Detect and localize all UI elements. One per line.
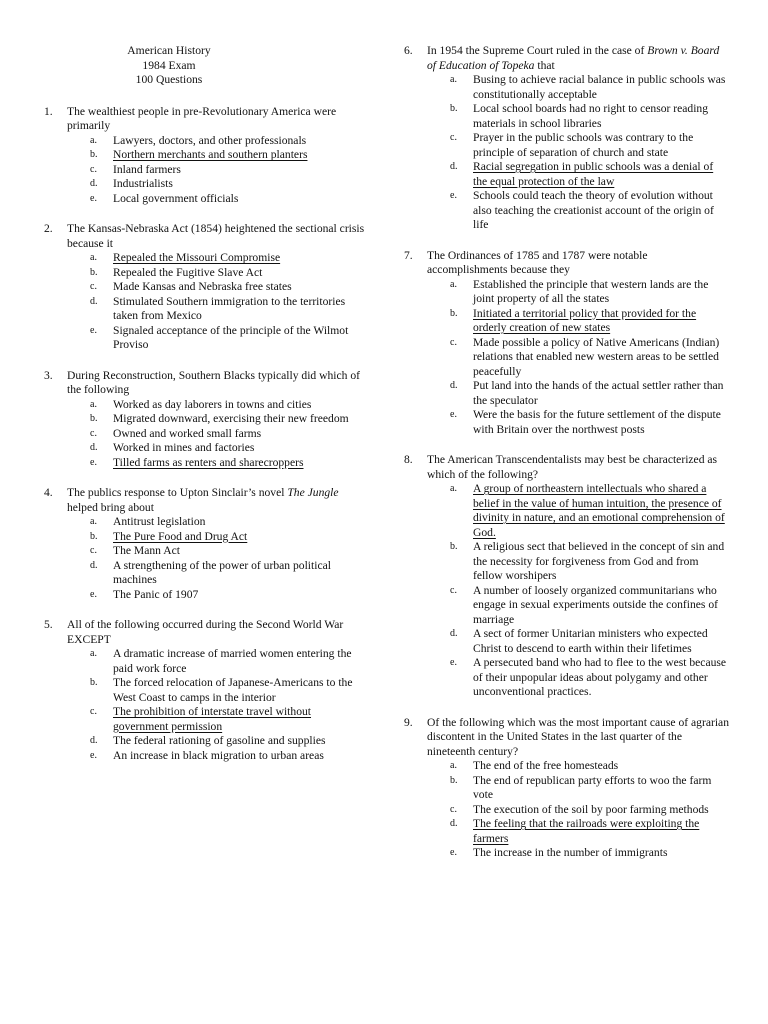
question-number: 3. <box>44 368 53 382</box>
choice-letter: b. <box>450 307 458 319</box>
question-number: 4. <box>44 486 53 499</box>
choice-letter: a. <box>450 483 457 494</box>
choice-text: The execution of the soil by poor farming methods <box>473 802 709 816</box>
choice-letter: c. <box>90 163 97 175</box>
answer-choice <box>90 647 368 676</box>
choice-text: Inland farmers <box>113 162 181 176</box>
choice-text: Established the principle that western lands are the joint property of all the states <box>473 277 709 305</box>
choice-text: A sect of former Unitarian ministers who expected Christ to descend to earth within their lifetimes <box>473 627 708 655</box>
question-text: During Reconstruction, Southern Blacks typically did which of the following <box>67 368 361 396</box>
question-item <box>404 249 730 438</box>
answer-choice <box>90 324 368 353</box>
choice-letter: e. <box>450 847 457 858</box>
question-item <box>44 222 368 353</box>
question-text-part: In 1954 the Supreme Court ruled in the case of <box>427 44 648 57</box>
question-number: 8. <box>404 453 413 466</box>
choice-letter: e. <box>90 456 97 468</box>
choice-text: Industrialists <box>113 177 173 190</box>
choice-text: The end of republican party efforts to woo the farm vote <box>473 773 712 801</box>
choice-text: Lawyers, doctors, and other professionals <box>113 133 307 147</box>
choice-text: Busing to achieve racial balance in public schools was constitutionally acceptable <box>473 73 726 101</box>
answer-choice <box>450 336 730 380</box>
choice-letter: b. <box>90 149 98 160</box>
answer-choice <box>90 295 368 324</box>
choice-letter: b. <box>450 541 458 552</box>
choice-text: Prayer in the public schools was contrary to the principle of separation of church and state <box>473 131 694 159</box>
answer-choice-list <box>67 515 368 602</box>
choice-letter: c. <box>450 803 457 815</box>
answer-choice-list <box>427 759 730 861</box>
choice-text: Antitrust legislation <box>113 515 206 528</box>
answer-choice-list <box>67 251 368 353</box>
question-body <box>67 105 368 207</box>
answer-choice <box>90 412 368 427</box>
choice-letter: a. <box>90 516 97 527</box>
choice-text: The federal rationing of gasoline and supplies <box>113 734 326 747</box>
choice-text: A number of loosely organized communitarians who engage in sexual experiments outside the confines of marriage <box>473 583 719 626</box>
choice-text-underlined: Northern merchants and southern planters <box>113 148 308 161</box>
choice-letter: e. <box>90 588 97 600</box>
answer-choice <box>450 540 730 584</box>
question-item <box>44 486 368 602</box>
choice-text: A religious sect that believed in the concept of sin and the necessity for forgiveness from God and from fellow worshipers <box>473 540 725 582</box>
answer-choice <box>90 192 368 207</box>
choice-text-underlined: The Pure Food and Drug Act <box>113 529 248 543</box>
answer-choice <box>450 408 730 437</box>
header-subject: American History <box>127 44 211 57</box>
answer-choice <box>90 456 368 471</box>
answer-choice <box>90 734 368 749</box>
answer-choice <box>90 544 368 559</box>
answer-choice <box>450 846 730 861</box>
answer-choice <box>90 266 368 281</box>
answer-choice <box>90 398 368 413</box>
choice-letter: e. <box>450 190 457 201</box>
choice-text-underlined: A group of northeastern intellectuals who shared a belief in the value of human intuition, the presence of divinity in nature, and an emotional comprehension of God. <box>473 482 725 539</box>
answer-choice <box>90 559 368 588</box>
question-text-title: Brown v. Board of Education of Topeka <box>427 44 720 72</box>
choice-letter: c. <box>90 281 97 292</box>
question-text <box>427 44 730 73</box>
choice-letter: d. <box>90 559 98 571</box>
choice-letter: b. <box>90 677 98 688</box>
answer-choice <box>450 774 730 803</box>
right-column <box>404 44 730 877</box>
choice-letter: d. <box>90 735 98 746</box>
choice-letter: a. <box>450 74 457 85</box>
choice-text: Were the basis for the future settlement of the dispute with Britain over the northwest posts <box>473 408 721 436</box>
choice-letter: d. <box>90 178 98 189</box>
question-text: The Ordinances of 1785 and 1787 were notable accomplishments because they <box>427 248 648 276</box>
choice-text: Migrated downward, exercising their new freedom <box>113 412 349 425</box>
answer-choice <box>450 278 730 307</box>
choice-text-underlined: The feeling that the railroads were exploiting the farmers <box>473 817 700 845</box>
choice-letter: d. <box>450 818 458 829</box>
question-text-part: that <box>534 58 555 72</box>
choice-letter: c. <box>90 427 97 439</box>
question-body <box>427 249 730 438</box>
choice-letter: b. <box>90 266 98 278</box>
choice-letter: e. <box>90 324 97 336</box>
choice-letter: e. <box>450 409 457 420</box>
answer-choice <box>450 584 730 628</box>
choice-text: Owned and worked small farms <box>113 426 262 440</box>
header-question-count: 100 Questions <box>135 73 203 86</box>
choice-text: A persecuted band who had to flee to the west because of their unpopular ideas about polygamy and other unconventional practices. <box>473 656 727 698</box>
answer-choice <box>90 515 368 530</box>
answer-choice <box>90 749 368 764</box>
question-number: 1. <box>44 104 53 118</box>
choice-text: A dramatic increase of married women entering the paid work force <box>113 647 352 675</box>
answer-choice <box>90 177 368 192</box>
choice-letter: c. <box>90 706 97 717</box>
answer-choice <box>90 251 368 266</box>
choice-text-underlined: Initiated a territorial policy that provided for the orderly creation of new states <box>473 306 697 334</box>
question-body <box>67 486 368 602</box>
choice-letter: c. <box>450 336 457 348</box>
choice-text: The Mann Act <box>113 544 180 557</box>
choice-letter: d. <box>90 295 98 307</box>
choice-text: The Panic of 1907 <box>113 587 199 601</box>
question-number: 7. <box>404 248 413 262</box>
choice-text: Put land into the hands of the actual settler rather than the speculator <box>473 379 724 407</box>
choice-letter: d. <box>90 442 98 453</box>
choice-text: Repealed the Fugitive Slave Act <box>113 265 263 279</box>
answer-choice <box>450 817 730 846</box>
question-number: 5. <box>44 618 53 631</box>
question-text: The American Transcendentalists may best be characterized as which of the following? <box>427 453 718 481</box>
answer-choice <box>90 705 368 734</box>
answer-choice <box>90 134 368 149</box>
choice-text-underlined: Repealed the Missouri Compromise <box>113 251 281 264</box>
answer-choice <box>450 656 730 700</box>
answer-choice <box>450 131 730 160</box>
choice-letter: b. <box>450 103 458 114</box>
answer-choice-list <box>67 647 368 763</box>
question-item <box>404 44 730 233</box>
question-text: The Kansas-Nebraska Act (1854) heightened the sectional crisis because it <box>67 222 365 250</box>
choice-letter: d. <box>450 380 458 391</box>
choice-text-underlined: The prohibition of interstate travel without government permission <box>113 705 312 733</box>
choice-text: Made Kansas and Nebraska free states <box>113 280 292 293</box>
choice-text-underlined: Racial segregation in public schools was a denial of the equal protection of the law <box>473 160 714 188</box>
choice-letter: c. <box>450 132 457 143</box>
question-text: All of the following occurred during the Second World War EXCEPT <box>67 618 344 646</box>
choice-text: Worked in mines and factories <box>113 441 255 454</box>
choice-text: Worked as day laborers in towns and cities <box>113 397 312 411</box>
choice-text: Local government officials <box>113 191 239 205</box>
choice-letter: a. <box>450 760 457 771</box>
header-exam-year: 1984 Exam <box>142 58 196 72</box>
question-text-title: The Jungle <box>287 486 339 499</box>
choice-letter: a. <box>90 252 97 263</box>
answer-choice <box>450 160 730 189</box>
choice-text: An increase in black migration to urban areas <box>113 748 324 762</box>
right-question-list <box>404 44 730 861</box>
choice-letter: b. <box>90 413 98 424</box>
answer-choice <box>90 148 368 163</box>
answer-choice <box>450 627 730 656</box>
choice-text-underlined: Tilled farms as renters and sharecroppers <box>113 455 304 469</box>
question-text-part: The publics response to Upton Sinclair’s novel <box>67 486 288 499</box>
choice-text: The end of the free homesteads <box>473 759 619 772</box>
choice-text: Stimulated Southern immigration to the territories taken from Mexico <box>113 294 346 322</box>
answer-choice-list <box>427 482 730 700</box>
question-body <box>427 453 730 700</box>
answer-choice <box>450 307 730 336</box>
answer-choice <box>90 441 368 456</box>
question-item <box>44 105 368 207</box>
question-item <box>44 618 368 763</box>
question-text-part: helped bring about <box>67 500 154 514</box>
answer-choice-list <box>67 134 368 207</box>
question-body <box>67 369 368 471</box>
question-number: 6. <box>404 44 413 57</box>
answer-choice-list <box>67 398 368 471</box>
choice-letter: a. <box>90 134 97 146</box>
left-column <box>44 44 368 779</box>
answer-choice <box>450 73 730 102</box>
choice-letter: c. <box>450 584 457 596</box>
choice-letter: c. <box>90 545 97 556</box>
question-item <box>404 716 730 861</box>
answer-choice <box>90 427 368 442</box>
answer-choice <box>450 189 730 233</box>
question-text: Of the following which was the most important cause of agrarian discontent in the United States in the last quarter of the nineteenth century? <box>427 715 729 758</box>
choice-text: The forced relocation of Japanese-Americans to the West Coast to camps in the interior <box>113 676 353 704</box>
exam-header <box>44 44 294 88</box>
answer-choice-list <box>427 278 730 438</box>
answer-choice <box>90 588 368 603</box>
question-item <box>44 369 368 471</box>
question-body <box>67 618 368 763</box>
left-question-list <box>44 105 368 764</box>
choice-letter: b. <box>90 530 98 542</box>
question-body <box>427 44 730 233</box>
choice-text: Signaled acceptance of the principle of the Wilmot Proviso <box>113 323 349 351</box>
answer-choice <box>90 280 368 295</box>
choice-letter: a. <box>90 648 97 659</box>
question-text <box>67 486 368 515</box>
choice-letter: d. <box>450 628 458 639</box>
choice-text: Schools could teach the theory of evolution without also teaching the creationist account of the origin of life <box>473 189 714 231</box>
question-number: 2. <box>44 222 53 235</box>
choice-letter: b. <box>450 774 458 786</box>
choice-text: The increase in the number of immigrants <box>473 846 668 859</box>
question-number: 9. <box>404 715 413 729</box>
choice-letter: d. <box>450 161 458 172</box>
question-item <box>404 453 730 700</box>
choice-letter: a. <box>90 398 97 410</box>
answer-choice <box>450 803 730 818</box>
choice-text: Local school boards had no right to censor reading materials in school libraries <box>473 102 709 130</box>
answer-choice <box>450 379 730 408</box>
answer-choice <box>90 163 368 178</box>
choice-text: A strengthening of the power of urban political machines <box>113 558 331 586</box>
question-text: The wealthiest people in pre-Revolutionary America were primarily <box>67 104 337 132</box>
question-body <box>67 222 368 353</box>
answer-choice <box>450 482 730 540</box>
choice-text: Made possible a policy of Native Americans (Indian) relations that enabled new western areas to be settled peacefully <box>473 335 720 378</box>
choice-letter: e. <box>90 192 97 204</box>
answer-choice <box>90 676 368 705</box>
answer-choice-list <box>427 73 730 233</box>
choice-letter: e. <box>90 749 97 761</box>
answer-choice <box>450 102 730 131</box>
answer-choice <box>450 759 730 774</box>
question-body <box>427 716 730 861</box>
answer-choice <box>90 530 368 545</box>
choice-letter: e. <box>450 657 457 668</box>
choice-letter: a. <box>450 278 457 290</box>
